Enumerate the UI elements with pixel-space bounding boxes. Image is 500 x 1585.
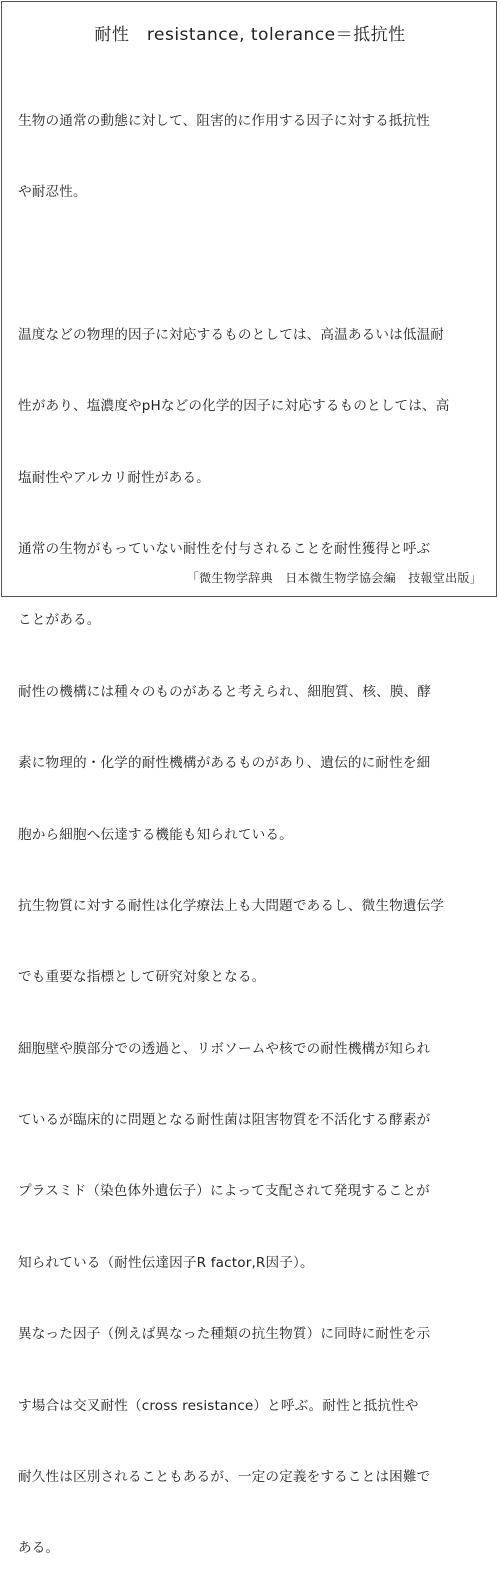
body-line: 素に物理的・化学的耐性機構があるものがあり、遺伝的に耐性を細 — [18, 755, 431, 772]
body-line: ているが臨床的に問題となる耐性菌は阻害物質を不活化する酵素が — [18, 1112, 431, 1129]
source-citation: 「微生物学辞典 日本微生物学協会編 技報堂出版」 — [186, 571, 482, 585]
body-line: 性があり、塩濃度やpHなどの化学的因子に対応するものとしては、高 — [18, 398, 450, 415]
body-line: 抗生物質に対する耐性は化学療法上も大問題であるし、微生物遺伝学 — [18, 897, 445, 914]
body-line: プラスミド（染色体外遺伝子）によって支配されて発現することが — [18, 1183, 430, 1200]
body-line: ある。 — [18, 1540, 60, 1557]
definition-body — [18, 62, 484, 1585]
body-line: す場合は交叉耐性（cross resistance）と呼ぶ。耐性と抵抗性や — [18, 1397, 419, 1414]
body-line: 細胞壁や膜部分での透過と、リボソームや核での耐性機構が知られ — [18, 1040, 431, 1057]
body-line: 胞から細胞へ伝達する機能も知られている。 — [18, 826, 293, 843]
body-line: 温度などの物理的因子に対応するものとしては、高温あるいは低温耐 — [18, 326, 445, 343]
body-line: や耐忍性。 — [18, 183, 87, 200]
body-line: でも重要な指標として研究対象となる。 — [18, 969, 266, 986]
body-line: 耐性の機構には種々のものがあると考えられ、細胞質、核、膜、酵 — [18, 683, 432, 700]
body-line: 異なった因子（例えば異なった種類の抗生物質）に同時に耐性を示 — [18, 1326, 431, 1343]
body-line: 通常の生物がもっていない耐性を付与されることを耐性獲得と呼ぶ — [18, 540, 431, 557]
body-line: ことがある。 — [18, 612, 101, 629]
body-line: 生物の通常の動態に対して、阻害的に作用する因子に対する抵抗性 — [18, 112, 431, 129]
body-line: 知られている（耐性伝達因子R factor,R因子）。 — [18, 1254, 314, 1271]
body-line: 耐久性は区別されることもあるが、一定の定義をすることは困難で — [18, 1469, 431, 1486]
body-line: 塩耐性やアルカリ耐性がある。 — [18, 469, 210, 486]
page-title: 耐性 resistance, tolerance＝抵抗性 — [94, 25, 406, 45]
body-line — [18, 252, 484, 276]
